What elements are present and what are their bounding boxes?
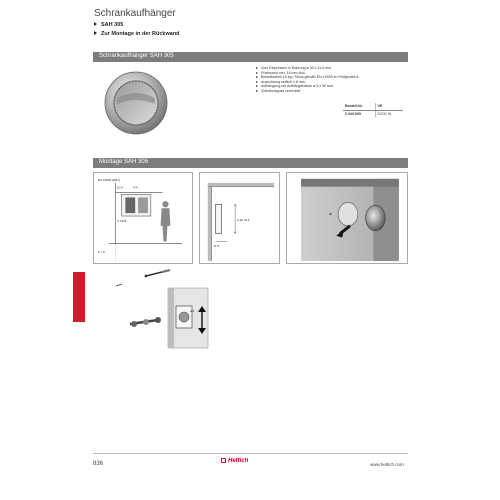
screw-hook-icon <box>145 270 170 277</box>
feature-list <box>256 66 359 94</box>
force-label-a: 22 N <box>116 185 123 190</box>
feature-item: Ausrichtung seitlich ± 8 mm <box>256 80 359 85</box>
subtitle-product-label: SAH 305 <box>101 22 124 28</box>
footer-divider <box>93 453 408 454</box>
hole-depth-label: 11,5 <box>213 244 220 249</box>
hook-diameter-label: ø 6 <box>190 309 195 313</box>
table-row <box>343 110 403 117</box>
brand-name: Hettich <box>228 458 249 464</box>
distance-label: ≥ 1325 <box>117 218 127 223</box>
website-url: www.hettich.com <box>370 462 404 467</box>
feature-item: Zum Einpressen in Bohrung ø 30 x 11,5 mm <box>256 66 359 71</box>
hole-diameter-label: ø 30 +0,2 <box>237 217 250 222</box>
column-header: Bestell-Nr. <box>343 103 375 110</box>
order-number-cell: 0 040 609 <box>345 111 361 116</box>
table-header-row <box>343 103 403 110</box>
subtitle-usage <box>94 31 180 37</box>
montage-section-header: Montage SAH 305 <box>93 158 408 168</box>
drill-hole-diagram <box>199 172 280 264</box>
chapter-tab <box>73 272 85 322</box>
press-in-photo <box>286 172 408 264</box>
page-title: Schrankaufhänger <box>94 8 176 19</box>
brand-mark-icon <box>221 458 226 463</box>
product-section-header: Schrankaufhänger SAH 305 <box>93 52 408 62</box>
page-number: 836 <box>93 461 104 467</box>
product-image <box>103 70 169 136</box>
column-header: VE <box>375 103 403 110</box>
feature-item: Zinkdruckguss vernickelt <box>256 89 359 94</box>
brand-logo <box>221 458 248 464</box>
feature-item: Aufhängung mit Aufhängehaken ø 6 x 50 mm <box>256 84 359 89</box>
subtitle-product <box>94 22 123 28</box>
force-label-b: 4 N <box>133 185 138 190</box>
assembly-diagram <box>110 266 220 350</box>
standard-label: EN 15939 (2011) <box>98 177 121 182</box>
arrow-bullet-icon <box>94 31 97 35</box>
feature-item: Belastbarkeit 15 kg / Stück gemäß EN 15939 im Prüfgestell A <box>256 75 359 80</box>
load-label: F = 0 <box>98 250 105 255</box>
subtitle-usage-label: Zur Montage in der Rückwand <box>101 31 180 37</box>
arrow-bullet-icon <box>94 22 97 26</box>
test-setup-diagram <box>93 172 193 264</box>
feature-item: Rückwand min. 16 mm dick <box>256 71 359 76</box>
person-figure <box>161 201 171 241</box>
pack-unit-cell: 5/100 St. <box>375 110 403 117</box>
order-table <box>343 103 403 117</box>
